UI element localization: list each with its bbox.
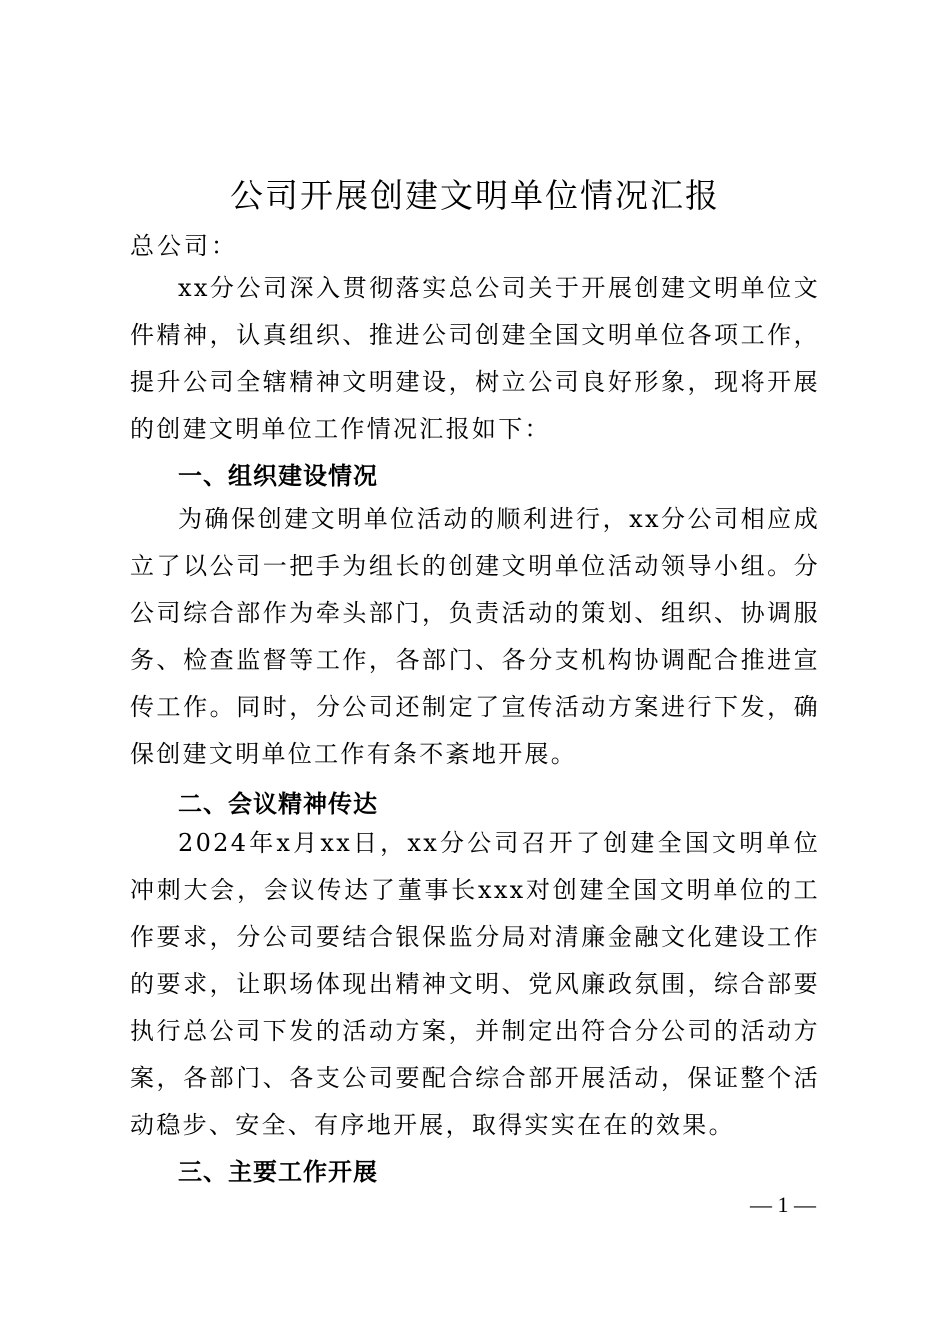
- section-body-meeting: 2024年x月xx日，xx分公司召开了创建全国文明单位冲刺大会，会议传达了董事长xxx对创建全国文明单位的工作要求，分公司要结合银保监分局对清廉金融文化建设工作的要求，让职场体现出精神文明、党风廉政氛围，综合部要执行总公司下发的活动方案，并制定出符合分公司的活动方案，各部门、各支公司要配合综合部开展活动，保证整个活动稳步、安全、有序地开展，取得实实在在的效果。: [130, 829, 820, 1139]
- section-heading-organization: 一、组织建设情况: [178, 462, 378, 490]
- section-body-organization: 为确保创建文明单位活动的顺利进行，xx分公司相应成立了以公司一把手为组长的创建文明单位活动领导小组。分公司综合部作为牵头部门，负责活动的策划、组织、协调服务、检查监督等工作，各部门、各分支机构协调配合推进宣传工作。同时，分公司还制定了宣传活动方案进行下发，确保创建文明单位工作有条不紊地开展。: [130, 505, 820, 768]
- salutation: 总公司：: [130, 232, 238, 260]
- section-heading-meeting: 二、会议精神传达: [178, 790, 378, 818]
- intro-paragraph: xx分公司深入贯彻落实总公司关于开展创建文明单位文件精神，认真组织、推进公司创建全国文明单位各项工作，提升公司全辖精神文明建设，树立公司良好形象，现将开展的创建文明单位工作情况汇报如下：: [130, 274, 820, 443]
- page-number: — 1 —: [750, 1192, 816, 1217]
- section-heading-main-work: 三、主要工作开展: [178, 1158, 378, 1186]
- document-title: 公司开展创建文明单位情况汇报: [230, 176, 720, 215]
